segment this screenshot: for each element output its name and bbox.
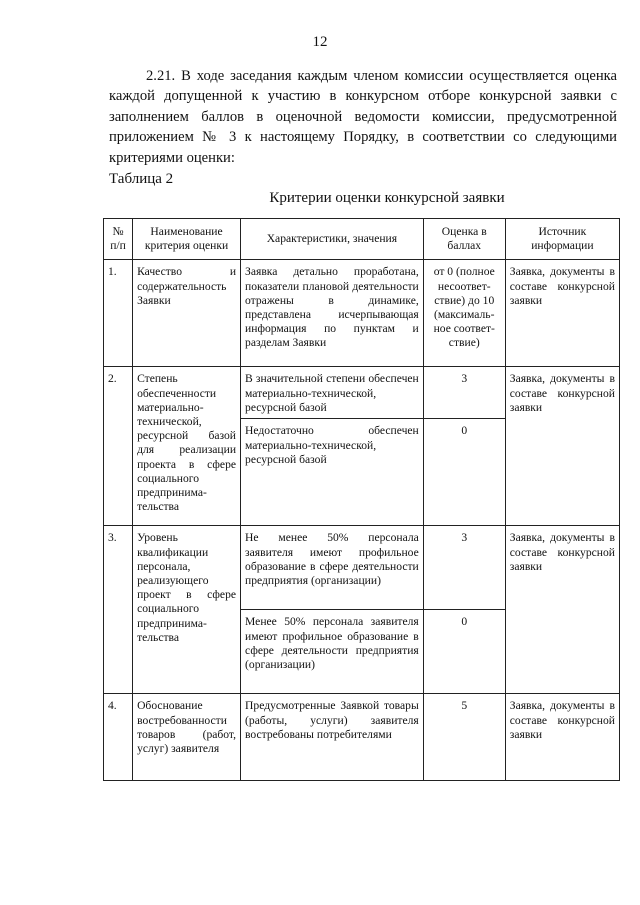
characteristic: Предусмотренные Заявкой товары (работы, услуги) заявителя востребованы потребителями	[241, 694, 424, 781]
score: 3	[423, 526, 505, 610]
criteria-table	[103, 218, 620, 781]
source: Заявка, документы в составе конкурсной заявки	[505, 367, 619, 526]
criterion-name: Уровень квалификации персонала, реализующего проект в сфере социального предпринима-тельства	[133, 526, 241, 694]
source: Заявка, документы в составе конкурсной заявки	[505, 526, 619, 694]
header-name: Наименование критерия оценки	[133, 219, 241, 260]
row-num: 2.	[104, 367, 133, 526]
intro-paragraph: 2.21. В ходе заседания каждым членом комиссии осуществляется оценка каждой допущенной к участию в конкурсном отборе конкурсной заявки с заполнением баллов в оценочной ведомости комиссии, предусмотренной приложением № 3 к настоящему Порядку, в соответствии со следующими критериями оценки:	[109, 68, 617, 166]
criterion-name: Качество и содержательность Заявки	[133, 260, 241, 367]
characteristic: Не менее 50% персонала заявителя имеют профильное образование в сфере деятельности предприятия (организации)	[241, 526, 424, 610]
criterion-name: Обоснование востребованности товаров (работ, услуг) заявителя	[133, 694, 241, 781]
row-num: 3.	[104, 526, 133, 694]
page-number: 12	[312, 34, 328, 50]
table-label: Таблица 2	[109, 171, 174, 187]
score: 0	[423, 610, 505, 694]
characteristic: Недостаточно обеспечен материально-технической, ресурсной базой	[241, 419, 424, 526]
header-characteristics: Характеристики, значения	[241, 219, 424, 260]
table-header-row	[104, 219, 620, 260]
header-num: № п/п	[104, 219, 133, 260]
score: от 0 (полное несоответ-ствие) до 10 (максималь-ное соответ-ствие)	[423, 260, 505, 367]
characteristic: В значительной степени обеспечен материально-технической, ресурсной базой	[241, 367, 424, 419]
row-num: 4.	[104, 694, 133, 781]
header-source: Источник информации	[505, 219, 619, 260]
table-row	[104, 694, 620, 781]
criterion-name: Степень обеспеченности материально-технической, ресурсной базой для реализации проекта в сфере социального предпринима-тельства	[133, 367, 241, 526]
header-score: Оценка в баллах	[423, 219, 505, 260]
score: 3	[423, 367, 505, 419]
source: Заявка, документы в составе конкурсной заявки	[505, 694, 619, 781]
table-row	[104, 260, 620, 367]
table-title: Критерии оценки конкурсной заявки	[269, 190, 505, 206]
score: 5	[423, 694, 505, 781]
characteristic: Заявка детально проработана, показатели плановой деятельности отражены в динамике, представлена исчерпывающая информация по пунктам и разделам Заявки	[241, 260, 424, 367]
source: Заявка, документы в составе конкурсной заявки	[505, 260, 619, 367]
characteristic: Менее 50% персонала заявителя имеют профильное образование в сфере деятельности предприятия (организации)	[241, 610, 424, 694]
table-row	[104, 526, 620, 610]
score: 0	[423, 419, 505, 526]
table-row	[104, 367, 620, 419]
row-num: 1.	[104, 260, 133, 367]
